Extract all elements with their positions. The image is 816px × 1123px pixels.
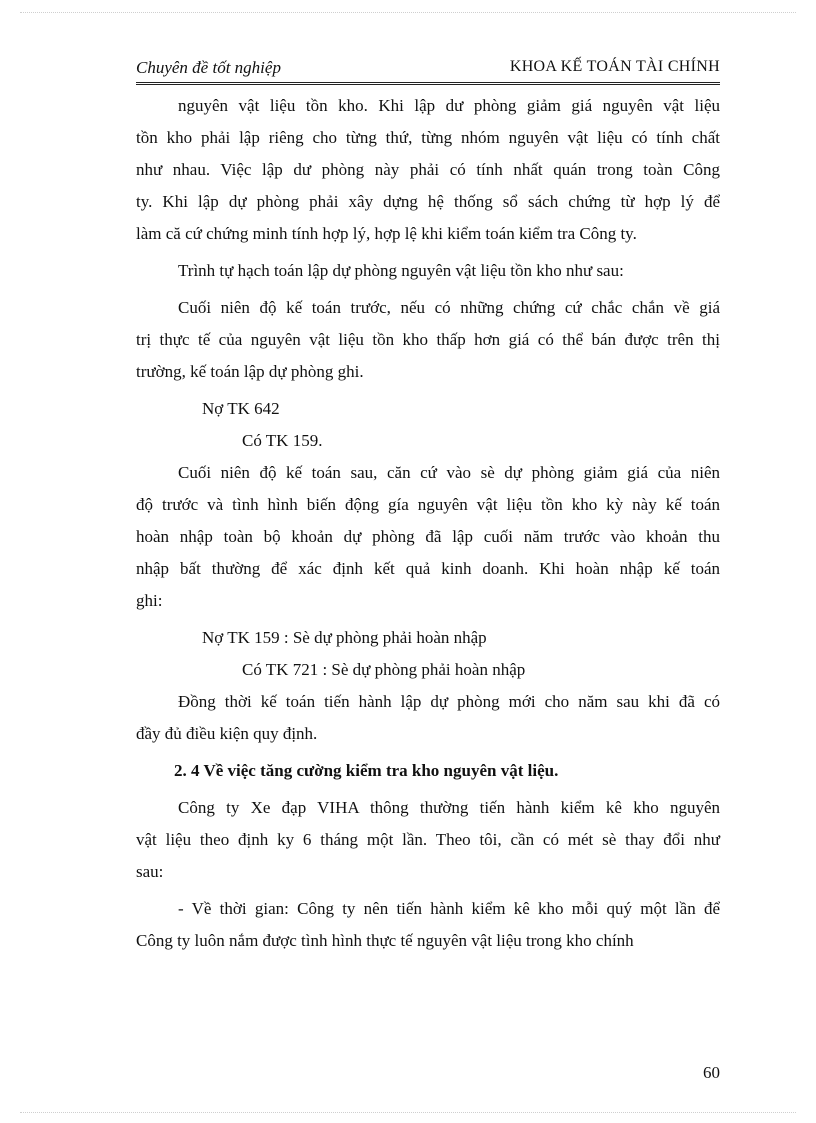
text-line: Công ty Xe đạp VIHA thông thường tiến hành kiểm kê kho nguyên [178, 798, 720, 817]
header-faculty-name: KHOA KẾ TOÁN TÀI CHÍNH [509, 58, 720, 75]
text-line: Cuối niên độ kế toán sau, căn cứ vào sè dự phòng giảm giá của niên [178, 463, 720, 482]
journal-entry-credit: Có TK 721 : Sè dự phòng phải hoàn nhập [242, 660, 526, 679]
paragraph-new-provision [136, 686, 720, 750]
text-line: ty. Khi lập dự phòng phải xây dựng hệ thống sổ sách chứng từ hợp lý để [136, 192, 720, 211]
text-line: Cuối niên độ kế toán trước, nếu có những chứng cứ chắc chắn về giá [178, 298, 720, 317]
text-line: ghi: [136, 591, 163, 610]
text-line: làm că cứ chứng minh tính hợp lý, hợp lệ khi kiểm toán kiểm tra Công ty. [136, 224, 637, 243]
paragraph-continuation [136, 90, 720, 250]
text-line: như nhau. Việc lập dư phòng này phải có tính nhất quán trong toàn Công [136, 160, 720, 179]
text-line: nhập bất thường để xác định kết quả kinh doanh. Khi hoàn nhập kế toán [136, 559, 720, 578]
page-number: 60 [703, 1063, 720, 1082]
text-line: độ trước và tình hình biến động gía nguyên vật liệu tồn kho kỳ này kế toán [136, 495, 720, 514]
page-header [136, 58, 720, 85]
page-border-top [20, 12, 796, 13]
text-line: nguyên vật liệu tồn kho. Khi lập dư phòng giảm giá nguyên vật liệu [178, 96, 720, 115]
text-line: Đồng thời kế toán tiến hành lập dự phòng mới cho năm sau khi đã có [178, 692, 720, 711]
text-line: hoàn nhập toàn bộ khoản dự phòng đã lập cuối năm trước vào khoản thu [136, 527, 720, 546]
page-body [136, 90, 720, 957]
journal-entry-debit: Nợ TK 642 [202, 399, 280, 418]
journal-entry-credit: Có TK 159. [242, 431, 323, 450]
text-line: đầy đủ điều kiện quy định. [136, 724, 318, 743]
paragraph-reversal [136, 457, 720, 617]
text-line: tồn kho phải lập riêng cho từng thứ, từng nhóm nguyên vật liệu có tính chất [136, 128, 720, 147]
text-line: sau: [136, 862, 164, 881]
journal-entry-debit: Nợ TK 159 : Sè dự phòng phải hoàn nhập [202, 628, 487, 647]
page-border-bottom [20, 1112, 796, 1113]
text-line: - Về thời gian: Công ty nên tiến hành kiểm kê kho mỗi quý một lần để [178, 899, 720, 918]
paragraph-inventory-check [136, 792, 720, 888]
paragraph-year-end-provision [136, 292, 720, 388]
text-line: trường, kế toán lập dự phòng ghi. [136, 362, 364, 381]
text-line: vật liệu theo định ky 6 tháng một lần. Theo tôi, cần có mét sè thay đổi như [136, 830, 720, 849]
paragraph-procedure-intro: Trình tự hạch toán lập dự phòng nguyên vật liệu tồn kho như sau: [178, 261, 624, 280]
text-line: Công ty luôn nắm được tình hình thực tế nguyên vật liệu trong kho chính [136, 931, 634, 950]
section-heading: 2. 4 Về việc tăng cường kiểm tra kho nguyên vật liệu. [174, 761, 559, 780]
paragraph-timing [136, 893, 720, 957]
header-thesis-title: Chuyên đề tốt nghiệp [136, 58, 281, 77]
text-line: trị thực tế của nguyên vật liệu tồn kho thấp hơn giá có thể bán được trên thị [136, 330, 720, 349]
